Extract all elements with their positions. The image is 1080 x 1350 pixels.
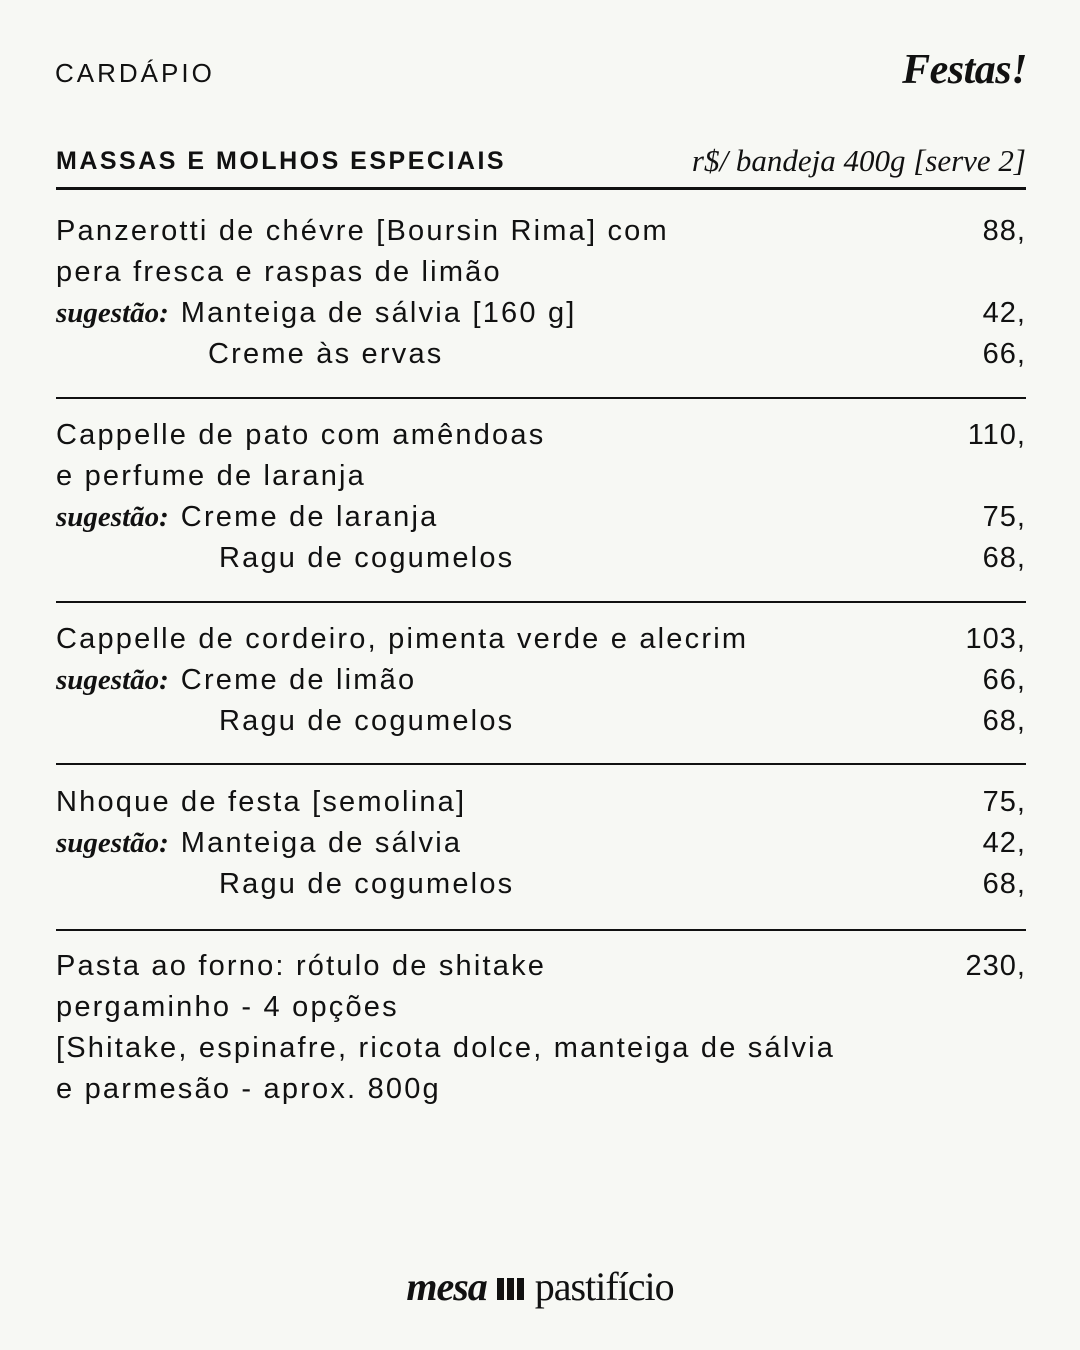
menu-item — [56, 211, 1026, 399]
suggestion-price: 42, — [982, 827, 1026, 859]
item-name-line: Pasta ao forno: rótulo de shitake 230, — [56, 946, 1026, 987]
suggestion-row — [56, 497, 1026, 538]
item-name-line: pera fresca e raspas de limão — [56, 256, 502, 288]
suggestion-price: 68, — [982, 542, 1026, 574]
brand-name-pastificio: pastifício — [534, 1264, 674, 1309]
header-title: Festas! — [902, 47, 1027, 93]
suggestion-label: sugestão: — [56, 827, 169, 859]
item-description-line: e parmesão - aprox. 800g — [56, 1073, 441, 1105]
section-title: MASSAS E MOLHOS ESPECIAIS — [56, 147, 507, 175]
suggestion-row — [56, 823, 1026, 864]
suggestion-row — [56, 293, 1026, 334]
item-price: 230, — [965, 950, 1026, 982]
suggestion-label: sugestão: — [56, 297, 169, 329]
suggestion-name: Creme de laranja — [180, 501, 439, 533]
brand-logo — [0, 1262, 1080, 1314]
item-name-line: Cappelle de cordeiro, pimenta verde e alecrim 103, — [56, 619, 1026, 660]
suggestion-name: Ragu de cogumelos — [219, 868, 515, 900]
item-name-line: pergaminho - 4 opções — [56, 991, 399, 1023]
suggestion-row — [56, 660, 1026, 701]
menu-item — [56, 619, 1026, 765]
suggestion-name: Ragu de cogumelos — [219, 542, 515, 574]
item-name-line: Cappelle de pato com amêndoas 110, — [56, 415, 1026, 456]
suggestion-name: Ragu de cogumelos — [219, 705, 515, 737]
section-header — [56, 143, 1026, 190]
item-name-line: Nhoque de festa [semolina] 75, — [56, 782, 1026, 823]
suggestion-price: 66, — [982, 664, 1026, 696]
suggestion-name: Manteiga de sálvia [160 g] — [180, 297, 577, 329]
suggestion-price: 75, — [982, 501, 1026, 533]
suggestion-price: 68, — [982, 868, 1026, 900]
menu-item — [56, 415, 1026, 603]
suggestion-price: 42, — [982, 297, 1026, 329]
item-price: 103, — [965, 623, 1026, 655]
suggestion-row — [56, 538, 1026, 579]
item-price: 75, — [982, 786, 1026, 818]
item-price: 110, — [967, 419, 1026, 451]
suggestion-label: sugestão: — [56, 664, 169, 696]
item-name-line: Panzerotti de chévre [Boursin Rima] com 88, — [56, 211, 1026, 252]
section-unit: r$/ bandeja 400g [serve 2] — [691, 143, 1026, 178]
brand-name-mesa: mesa — [406, 1264, 487, 1309]
header-label: CARDÁPIO — [55, 58, 215, 88]
suggestion-row — [56, 864, 1026, 905]
suggestion-row — [56, 701, 1026, 742]
menu-item — [56, 946, 1026, 1116]
suggestion-row — [56, 334, 1026, 375]
suggestion-name: Creme às ervas — [208, 338, 444, 370]
suggestion-price: 66, — [982, 338, 1026, 370]
item-name-line: e perfume de laranja — [56, 460, 366, 492]
brand-bars-icon — [497, 1262, 527, 1312]
suggestion-name: Creme de limão — [180, 664, 417, 696]
suggestion-name: Manteiga de sálvia — [180, 827, 463, 859]
suggestion-price: 68, — [982, 705, 1026, 737]
suggestion-label: sugestão: — [56, 501, 169, 533]
item-description-line: [Shitake, espinafre, ricota dolce, manteiga de sálvia — [56, 1032, 836, 1064]
item-price: 88, — [982, 215, 1026, 247]
menu-item — [56, 782, 1026, 931]
